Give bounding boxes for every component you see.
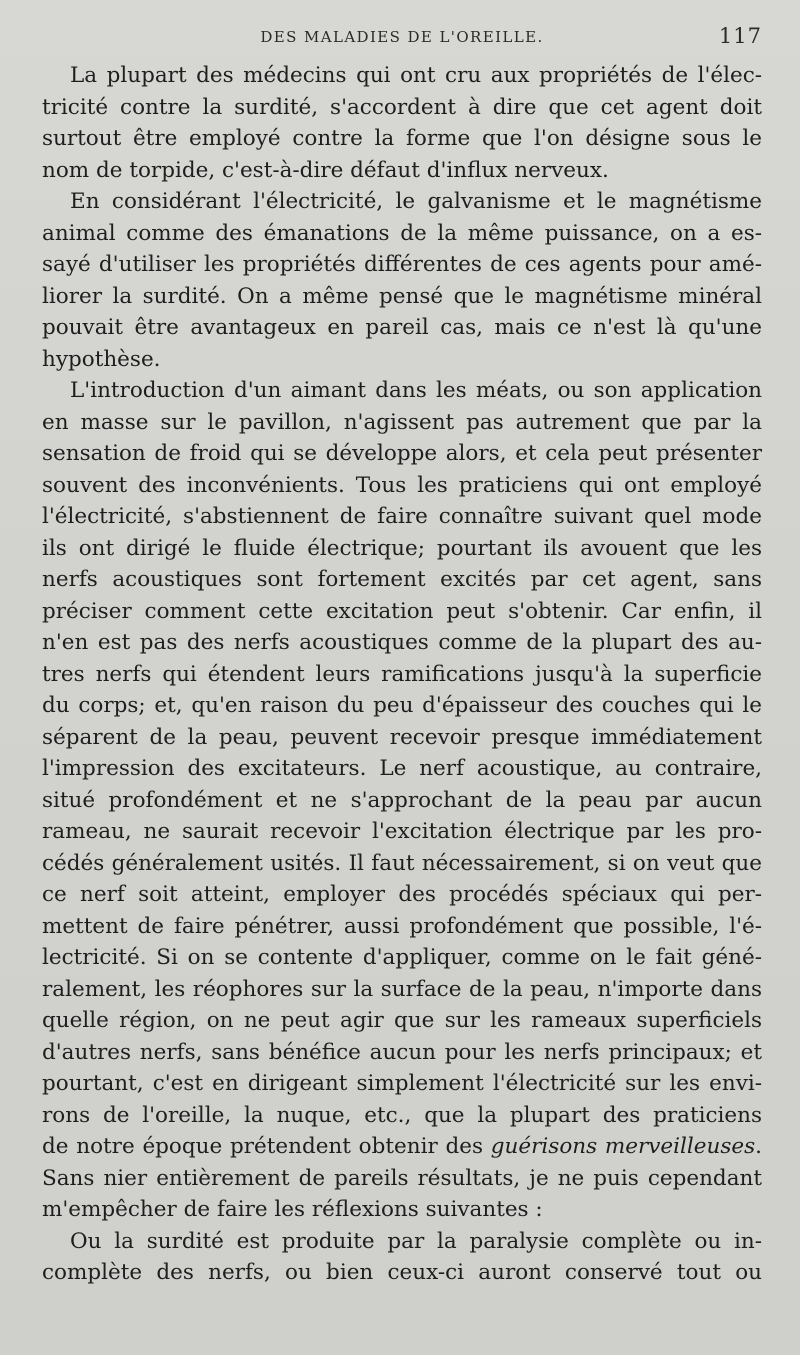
page-number: 117 bbox=[718, 24, 762, 48]
text-line: L'introduction d'un aimant dans les méats, ou son application bbox=[70, 378, 762, 403]
text-segment: de notre époque prétendent obtenir des bbox=[42, 1134, 491, 1159]
text-line: La plupart des médecins qui ont cru aux propriétés de l'élec- bbox=[70, 63, 762, 88]
text-line: n'en est pas des nerfs acoustiques comme de la plupart des au- bbox=[42, 630, 762, 655]
text-line: en masse sur le pavillon, n'agissent pas autrement que par la bbox=[42, 409, 762, 435]
text-line: quelle région, on ne peut agir que sur les rameaux superficiels bbox=[42, 1008, 762, 1033]
body-text bbox=[42, 60, 762, 1289]
text-line: Ou la surdité est produite par la paralysie complète ou in- bbox=[70, 1228, 762, 1254]
text-line: En considérant l'électricité, le galvanisme et le magnétisme bbox=[70, 189, 762, 214]
text-line: ralement, les réophores sur la surface de la peau, n'importe dans bbox=[42, 976, 762, 1002]
text-line: ce nerf soit atteint, employer des procédés spéciaux qui per- bbox=[42, 882, 762, 907]
paragraph bbox=[42, 186, 762, 375]
text-line: d'autres nerfs, sans bénéfice aucun pour les nerfs principaux; et bbox=[42, 1039, 762, 1065]
text-line: tres nerfs qui étendent leurs ramifications jusqu'à la superficie bbox=[42, 661, 762, 687]
text-line: séparent de la peau, peuvent recevoir presque immédiatement bbox=[42, 724, 762, 750]
paragraph bbox=[42, 60, 762, 186]
text-line: lectricité. Si on se contente d'appliquer, comme on le fait géné- bbox=[42, 945, 762, 970]
text-line: tricité contre la surdité, s'accordent à dire que cet agent doit bbox=[42, 94, 762, 120]
text-line: l'impression des excitateurs. Le nerf acoustique, au contraire, bbox=[42, 756, 762, 781]
text-line: sayé d'utiliser les propriétés différentes de ces agents pour amé- bbox=[42, 252, 762, 277]
text-line: mettent de faire pénétrer, aussi profondément que possible, l'é- bbox=[42, 913, 762, 939]
text-line: préciser comment cette excitation peut s'obtenir. Car enfin, il bbox=[42, 598, 762, 624]
text-line: surtout être employé contre la forme que l'on désigne sous le bbox=[42, 126, 762, 151]
text-line: m'empêcher de faire les réflexions suivantes : bbox=[42, 1197, 543, 1222]
text-line: cédés généralement usités. Il faut nécessairement, si on veut que bbox=[42, 850, 762, 876]
paragraph bbox=[42, 375, 762, 1226]
italic-phrase: guérisons merveilleuses bbox=[490, 1134, 756, 1159]
text-line: pourtant, c'est en dirigeant simplement l'électricité sur les envi- bbox=[42, 1071, 762, 1096]
text-line: pouvait être avantageux en pareil cas, mais ce n'est là qu'une bbox=[42, 315, 762, 340]
text-line: liorer la surdité. On a même pensé que le magnétisme minéral bbox=[42, 283, 762, 309]
running-title: DES MALADIES DE L'OREILLE. bbox=[260, 28, 544, 46]
text-line: rameau, ne saurait recevoir l'excitation électrique par les pro- bbox=[42, 819, 762, 844]
text-line: hypothèse. bbox=[42, 346, 161, 372]
text-line: situé profondément et ne s'approchant de la peau par aucun bbox=[42, 787, 762, 813]
text-line: animal comme des émanations de la même puissance, on a es- bbox=[42, 220, 762, 246]
text-line-with-italic bbox=[42, 1131, 762, 1163]
text-line: rons de l'oreille, la nuque, etc., que la plupart des praticiens bbox=[42, 1102, 762, 1128]
text-line: Sans nier entièrement de pareils résultats, je ne puis cependant bbox=[42, 1165, 762, 1191]
text-line: du corps; et, qu'en raison du peu d'épaisseur des couches qui le bbox=[42, 693, 762, 718]
running-head bbox=[42, 18, 762, 60]
text-segment: . bbox=[755, 1134, 762, 1159]
text-line: complète des nerfs, ou bien ceux-ci auront conservé tout ou bbox=[42, 1260, 762, 1285]
text-line: nerfs acoustiques sont fortement excités par cet agent, sans bbox=[42, 567, 762, 592]
text-line: sensation de froid qui se développe alors, et cela peut présenter bbox=[42, 441, 762, 466]
paragraph bbox=[42, 1226, 762, 1289]
text-line: nom de torpide, c'est-à-dire défaut d'influx nerveux. bbox=[42, 157, 609, 183]
text-line: souvent des inconvénients. Tous les praticiens qui ont employé bbox=[42, 472, 762, 498]
text-line: l'électricité, s'abstiennent de faire connaître suivant quel mode bbox=[42, 504, 762, 529]
text-line: ils ont dirigé le fluide électrique; pourtant ils avouent que les bbox=[42, 535, 762, 561]
